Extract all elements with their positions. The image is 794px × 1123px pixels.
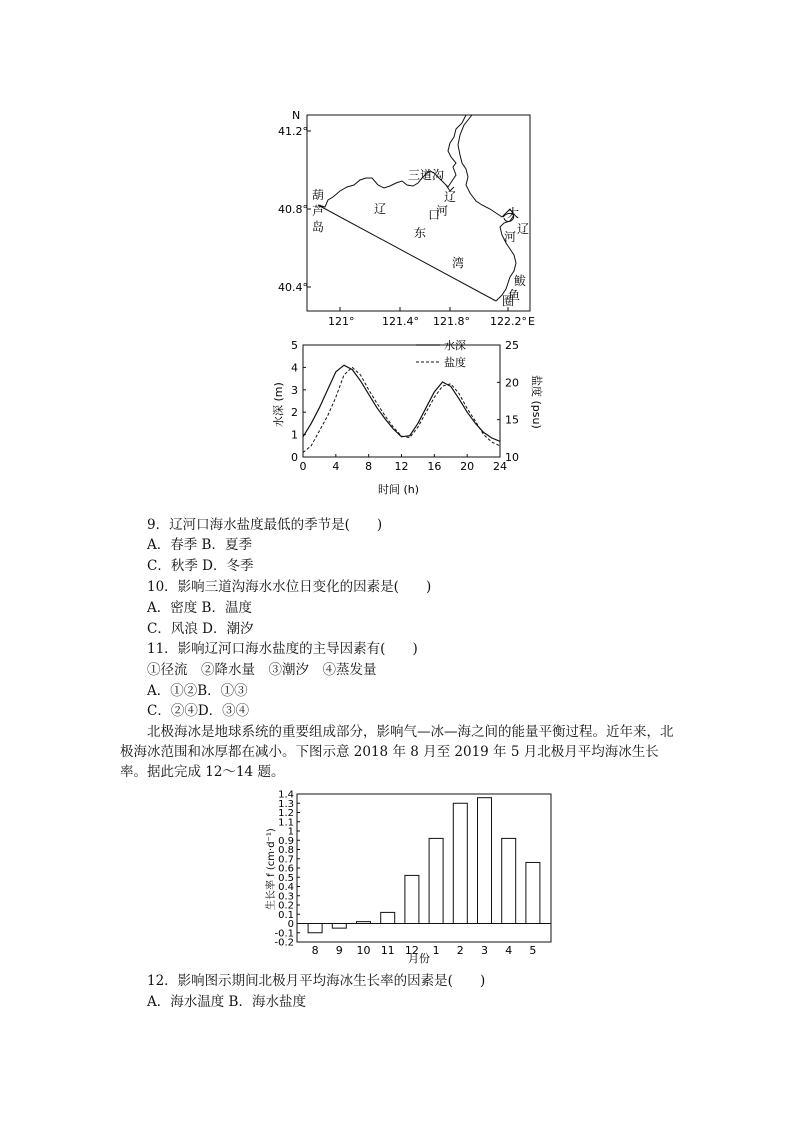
- arctic-intro-paragraph: 北极海冰是地球系统的重要组成部分，影响气—冰—海之间的能量平衡过程。近年来，北极海冰范围和冰厚都在减小。下图示意 2018 年 8 月至 2019 年 5 月北极月平均海冰生长率。据此完成 12～14 题。: [120, 724, 674, 780]
- x-tick-label: 24: [493, 460, 507, 473]
- place-bayuquan-2: 鱼: [508, 288, 521, 302]
- bar-category-label: 5: [529, 944, 537, 957]
- place-daliaohe-2: 辽: [517, 222, 530, 236]
- bar-y-tick-label: 0.6: [278, 863, 294, 875]
- bar-y-tick-label: -0.2: [274, 937, 294, 949]
- bar-y-tick-label: 1.1: [278, 817, 294, 829]
- question-10-options-ab: A．密度 B．温度: [147, 600, 252, 616]
- lon-label-121-8: 121.8°: [433, 315, 470, 328]
- question-10-options-cd: C．风浪 D．潮汐: [147, 621, 254, 637]
- bar-month-4: [502, 838, 516, 923]
- bar-y-tick-label: -0.1: [274, 928, 294, 940]
- x-tick-label: 0: [299, 460, 307, 473]
- bar-category-label: 1: [432, 944, 440, 957]
- bar-month-11: [381, 912, 395, 923]
- place-liaohekou-3: 口: [428, 208, 441, 222]
- bar-category-label: 9: [335, 944, 343, 957]
- depth-salinity-line-chart: [268, 335, 543, 500]
- question-12-options-ab: A．海水温度 B．海水盐度: [147, 994, 306, 1010]
- bar-y-tick-label: 0.8: [278, 845, 294, 856]
- bar-y-tick-label: 1.3: [278, 798, 294, 810]
- y-tick-label-left: 2: [291, 406, 298, 420]
- bar-y-tick-label: 1.4: [278, 789, 294, 801]
- legend-salinity: 盐度: [444, 356, 466, 369]
- lon-label-121-4: 121.4°: [382, 315, 419, 328]
- lon-label-122-2: 122.2°: [490, 315, 527, 328]
- bar-y-tick-label: 0.1: [278, 909, 294, 921]
- place-liaodong-2: 东: [414, 226, 427, 240]
- question-10-stem: 10．影响三道沟海水水位日变化的因素是( ): [147, 579, 432, 595]
- y-tick-label-left: 0: [291, 451, 298, 464]
- series-depth-line: [303, 365, 500, 441]
- lat-label-40-4: 40.4°: [278, 281, 308, 294]
- y-tick-label-right: 15: [505, 413, 519, 427]
- lat-label-41-2: 41.2°: [278, 125, 308, 138]
- x-tick-label: 4: [332, 460, 340, 473]
- bar-category-label: 4: [505, 944, 513, 957]
- bar-y-tick-label: 0.9: [278, 835, 294, 847]
- place-bayuquan-3: 圈: [502, 294, 515, 308]
- x-tick-label: 8: [365, 460, 373, 473]
- question-9-stem: 9．辽河口海水盐度最低的季节是( ): [147, 517, 383, 533]
- y-tick-label-left: 1: [291, 428, 298, 442]
- bar-category-label: 3: [481, 944, 488, 957]
- x-tick-label: 20: [460, 460, 475, 473]
- place-liaohekou-1: 辽: [444, 190, 457, 204]
- question-11-options-cd: C．②④D．③④: [147, 703, 250, 719]
- lon-label-121: 121°: [328, 315, 355, 328]
- bar-category-label: 11: [380, 944, 395, 957]
- question-11-options-ab: A．①②B．①③: [147, 683, 248, 699]
- bar-month-9: [332, 924, 346, 929]
- bar-y-tick-label: 0.3: [278, 891, 294, 903]
- x-tick-label: 12: [394, 460, 409, 473]
- question-9-options-ab: A．春季 B．夏季: [147, 537, 252, 553]
- question-12-stem: 12．影响图示期间北极月平均海冰生长率的因素是( ): [147, 973, 486, 989]
- x-tick-label: 16: [427, 460, 442, 473]
- place-sandaogou: 三道沟: [408, 168, 445, 182]
- bar-month-10: [357, 922, 371, 924]
- x-axis-label: 时间 (h): [378, 483, 420, 496]
- place-liaodong-1: 辽: [374, 202, 387, 216]
- y-axis-label-right: 盐度 (psu): [530, 375, 543, 429]
- y-axis-label-left: 水深 (m): [272, 382, 285, 427]
- place-huludao-3: 岛: [312, 220, 325, 234]
- place-bayuquan-1: 鲅: [514, 274, 527, 288]
- sea-ice-growth-bar-chart: [258, 788, 558, 966]
- question-11-items: ①径流 ②降水量 ③潮汐 ④蒸发量: [147, 662, 377, 678]
- place-huludao-1: 葫: [312, 188, 325, 202]
- bar-month-8: [308, 924, 322, 933]
- y-tick-label-left: 5: [291, 339, 298, 352]
- bar-y-tick-label: 0: [287, 919, 294, 930]
- bar-y-tick-label: 0.7: [278, 854, 294, 866]
- bar-x-axis-label: 月份: [408, 952, 430, 965]
- place-liaodong-3: 湾: [452, 256, 465, 270]
- place-daliaohe-1: 大: [507, 206, 520, 220]
- bar-month-12: [405, 875, 419, 923]
- coastline: [318, 115, 516, 301]
- bar-y-tick-label: 1.2: [278, 808, 294, 819]
- map-ticks: [307, 131, 508, 311]
- place-daliaohe-3: 河: [504, 230, 517, 244]
- bar-category-label: 10: [356, 944, 371, 957]
- bar-y-tick-label: 0.5: [278, 872, 294, 884]
- bar-y-axis-label: 生长率 f (cm·d⁻¹): [266, 828, 277, 910]
- line-chart-frame: [303, 345, 500, 457]
- bar-y-tick-label: 0.4: [278, 882, 294, 893]
- y-tick-label-right: 25: [505, 339, 519, 352]
- north-label: N: [292, 109, 301, 122]
- bar-month-2: [453, 803, 467, 923]
- liaodong-bay-map: [270, 105, 550, 330]
- y-tick-label-left: 4: [291, 361, 298, 375]
- bar-category-label: 12: [404, 944, 419, 957]
- bar-y-tick-label: 1: [287, 826, 294, 838]
- y-tick-label-right: 10: [505, 451, 519, 464]
- place-liaohekou-2: 河: [436, 204, 449, 218]
- question-11-stem: 11．影响辽河口海水盐度的主导因素有( ): [147, 641, 418, 657]
- bar-y-tick-label: 0.2: [278, 900, 294, 912]
- bar-month-1: [429, 838, 443, 923]
- y-tick-label-left: 3: [291, 383, 298, 397]
- question-9-options-cd: C．秋季 D．冬季: [147, 558, 254, 574]
- lat-label-40-8: 40.8°: [278, 203, 308, 216]
- place-huludao-2: 芦: [312, 204, 325, 218]
- bar-category-label: 2: [456, 944, 464, 957]
- legend-depth: 水深: [444, 339, 466, 352]
- bar-category-label: 8: [311, 944, 319, 957]
- bar-month-3: [478, 798, 492, 924]
- east-label: E: [528, 315, 535, 328]
- bar-month-5: [526, 862, 540, 923]
- y-tick-label-right: 20: [505, 376, 519, 390]
